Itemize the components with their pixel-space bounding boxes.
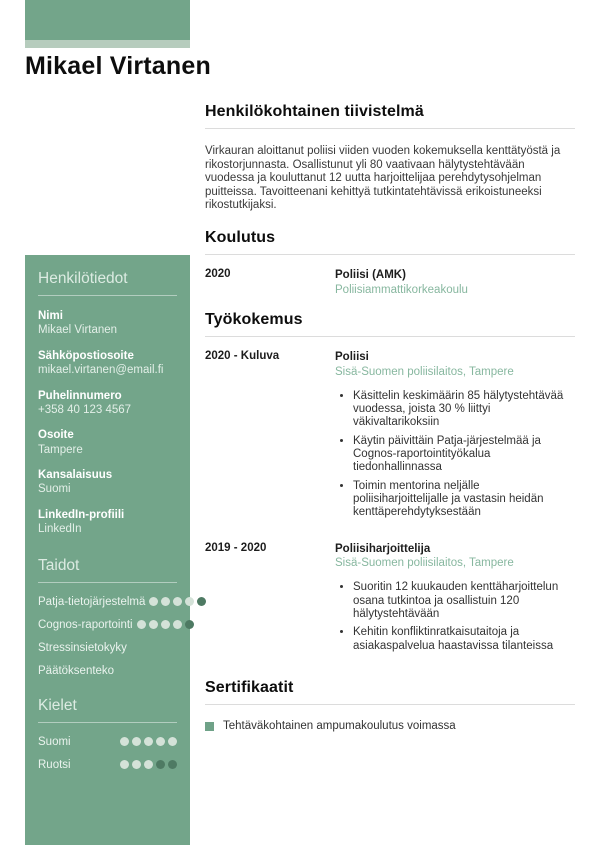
main-content — [205, 103, 575, 732]
skill-label: Patja-tietojärjestelmä — [38, 595, 146, 608]
skill-label: Päätöksenteko — [38, 664, 115, 677]
language-rating-dots — [120, 737, 177, 746]
section-education — [205, 229, 575, 298]
education-body — [335, 268, 575, 298]
field-nationality — [38, 468, 177, 497]
work-title: Poliisi — [335, 350, 369, 363]
work-entry — [205, 350, 575, 525]
section-divider — [205, 254, 575, 255]
field-value: Suomi — [38, 483, 71, 496]
language-row — [38, 736, 177, 748]
person-name: Mikael Virtanen — [25, 52, 211, 80]
language-label: Ruotsi — [38, 758, 71, 771]
languages-heading: Kielet — [38, 697, 177, 723]
field-value: LinkedIn — [38, 523, 82, 536]
skills-heading: Taidot — [38, 557, 177, 583]
education-degree: Poliisi (AMK) — [335, 268, 406, 281]
section-certificates — [205, 679, 575, 732]
skill-row — [38, 596, 177, 608]
work-heading: Työkokemus — [205, 310, 303, 328]
field-value: +358 40 123 4567 — [38, 403, 132, 416]
work-bullets — [335, 390, 575, 520]
work-bullet: • Käsittelin keskimäärin 85 hälytystehtävää vuodessa, joista 30 % liittyi väkivaltarikoksiin — [353, 390, 575, 430]
section-divider — [205, 336, 575, 337]
skill-row — [38, 642, 177, 654]
field-phone — [38, 389, 177, 418]
section-summary — [205, 103, 575, 213]
sidebar — [25, 255, 190, 845]
certificate-text: Tehtäväkohtainen ampumakoulutus voimassa — [223, 720, 456, 733]
certificate-item — [205, 720, 575, 732]
section-divider — [205, 128, 575, 129]
skill-label: Cognos-raportointi — [38, 618, 133, 631]
field-label: LinkedIn-profiili — [38, 508, 125, 521]
work-bullet: • Toimin mentorina neljälle poliisiharjoittelijalle ja vastasin heidän kenttäperehdytyksestään — [353, 480, 575, 520]
work-entry — [205, 542, 575, 659]
work-bullet: • Käytin päivittäin Patja-järjestelmää ja Cognos-raportointityökalua tiedonhallinnassa — [353, 435, 575, 475]
education-heading: Koulutus — [205, 228, 276, 246]
field-value: Mikael Virtanen — [38, 324, 118, 337]
skill-label: Stressinsietokyky — [38, 641, 127, 654]
work-bullets — [335, 581, 575, 653]
language-rating-dots — [120, 760, 177, 769]
personal-heading: Henkilötiedot — [38, 270, 177, 296]
education-entry — [205, 268, 575, 298]
work-bullet: • Kehitin konfliktinratkaisutaitoja ja asiakaspalvelua haastavissa tilanteissa — [353, 626, 575, 653]
work-body — [335, 542, 575, 659]
header-accent-block — [25, 0, 190, 40]
field-label: Osoite — [38, 429, 74, 442]
field-value: Tampere — [38, 443, 83, 456]
work-body — [335, 350, 575, 525]
language-label: Suomi — [38, 735, 71, 748]
field-linkedin — [38, 508, 177, 537]
education-school: Poliisiammattikorkeakoulu — [335, 283, 468, 296]
skill-rating-dots — [137, 620, 194, 629]
section-divider — [205, 704, 575, 705]
field-label: Puhelinnumero — [38, 389, 122, 402]
skill-row — [38, 619, 177, 631]
certificate-bullet-square-icon — [205, 722, 214, 731]
certificates-heading: Sertifikaatit — [205, 679, 294, 697]
field-label: Kansalaisuus — [38, 469, 113, 481]
section-work — [205, 311, 575, 658]
summary-text: Virkauran aloittanut poliisi viiden vuoden kokemuksella kenttätyöstä ja rikostorjunnasta. Osallistunut yli 80 vaativaan hälytystehtävään vuodessa ja kouluttanut 12 uutta harjoittelijaa perehdytysohjelman puitteissa. Tavoitteenani kehittyä tutkintatehtävissä erikoistuneeksi rikostutkijaksi. — [205, 145, 561, 212]
sidebar-section-languages — [38, 697, 177, 771]
sidebar-section-skills — [38, 557, 177, 677]
field-name — [38, 309, 177, 338]
work-period: 2019 - 2020 — [205, 541, 267, 554]
field-email — [38, 349, 177, 378]
field-value: mikael.virtanen@email.fi — [38, 364, 164, 377]
work-title: Poliisiharjoittelija — [335, 542, 431, 555]
language-row — [38, 759, 177, 771]
work-bullet: • Suoritin 12 kuukauden kenttäharjoittelun osana tutkintoa ja osallistuin 120 hälytystehtävään — [353, 581, 575, 621]
sidebar-section-personal — [38, 270, 177, 537]
education-period: 2020 — [205, 267, 231, 280]
header-accent-strip — [25, 40, 190, 48]
field-address — [38, 428, 177, 457]
work-period: 2020 - Kuluva — [205, 349, 280, 362]
work-organization: Sisä-Suomen poliisilaitos, Tampere — [335, 365, 514, 378]
field-label: Sähköpostiosoite — [38, 349, 134, 362]
skill-row — [38, 665, 177, 677]
skill-rating-dots — [149, 597, 206, 606]
field-label: Nimi — [38, 310, 63, 322]
work-organization: Sisä-Suomen poliisilaitos, Tampere — [335, 557, 514, 570]
summary-heading: Henkilökohtainen tiivistelmä — [205, 103, 424, 120]
